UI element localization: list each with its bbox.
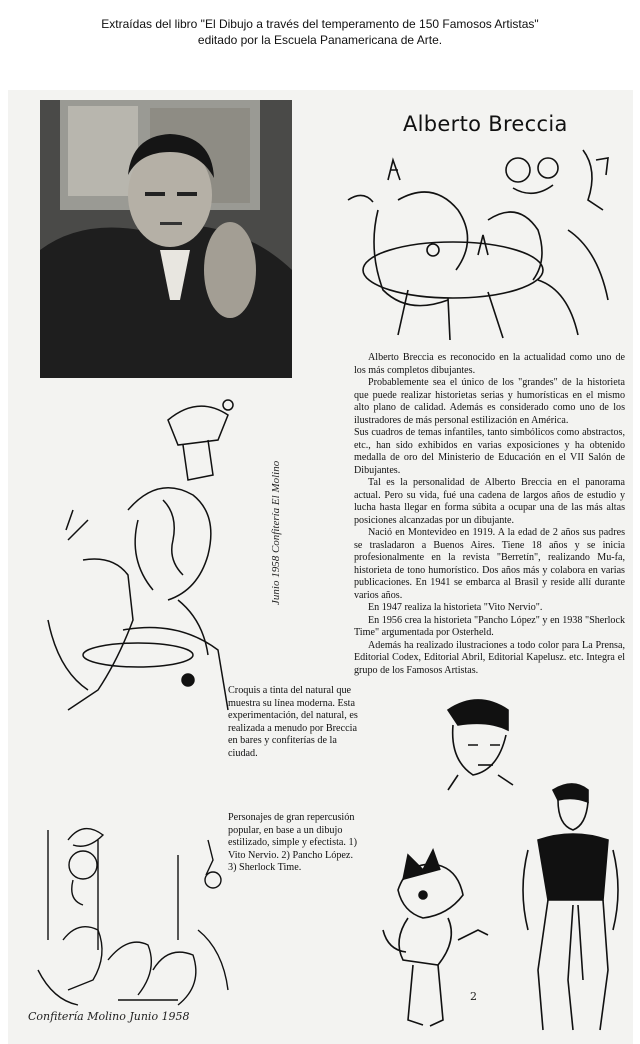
portrait-photo [40,100,292,378]
page-header [0,0,640,90]
bio-paragraph: En 1956 crea la historieta "Pancho López" y en 1938 "Sherlock Time" argumentada por Osterheld. [354,614,625,638]
bio-paragraph: Además ha realizado ilustraciones a todo color para La Prensa, Editorial Codex, Editorial Abril, Editorial Kapelusz. etc. Integra el grupo de los Famosos Artistas. [354,639,625,676]
bio-paragraph: Nació en Montevideo en 1919. A la edad de 2 años sus padres se trasladaron a Buenos Aires. Tiene 18 años y se inicia profesionalmente en la revista "Berretín", realizando Mu-fa, historieta de tono humorístico. Dos años más y colabora en varias publicaciones. En 1941 se embarca al Brasil y reside allí durante varios años. [354,527,625,601]
bio-paragraph: En 1947 realiza la historieta "Vito Nervio". [368,602,543,613]
bio-paragraph: Sus cuadros de temas infantiles, tanto simbólicos como abstractos, etc., han sido exhibidos en varias exposiciones y ha obtenido medalla de oro del Ministerio de Educación en el VII Salón de Dibujantes. [354,427,625,476]
book-page [8,90,633,1044]
bio-paragraph: Tal es la personalidad de Alberto Breccia en el panorama actual. Pero su vida, fué una cadena de largos años de estudio y lucha hasta llegar en forma súbita a ocupar una de las más altas posiciones alcanzadas por un dibujante. [354,477,625,526]
header-line-1: Extraídas del libro "El Dibujo a través del temperamento de 150 Famosos Artistas" [101,17,539,31]
caption-characters [228,812,360,875]
cafe-interior-sketch-icon [28,820,243,1010]
cafe-table-sketch-icon [338,140,633,340]
bio-paragraph: Alberto Breccia es reconocido en la actualidad como uno de los más completos dibujantes. [354,352,625,376]
bio-paragraph: Probablemente sea el único de los "grandes" de la historieta que puede realizar historietas serias y humorísticas en el mismo alto plano de calidad. Además es considerado como uno de los ilustradores de más personal estilización en América. [354,377,625,426]
header-line-2: editado por la Escuela Panamericana de Arte. [197,33,443,47]
caption-sketches-text: Croquis a tinta del natural que muestra su línea moderna. Esta experimentación, del natural, es realizada a menudo por Breccia en bares y confiterías de la ciudad. [228,685,358,759]
cafe-table-sketch [338,140,633,340]
comic-characters-drawing [378,690,628,1040]
bottom-signature: Confitería Molino Junio 1958 [28,1010,190,1023]
woman-smoking-sketch [28,390,248,720]
article-title: Alberto Breccia [403,112,568,136]
comic-characters-drawing-icon [378,690,628,1040]
figure-number: 2 [470,990,477,1003]
woman-smoking-sketch-icon [28,390,248,720]
biography-text [354,352,625,677]
vertical-signature: Junio 1958 Confitería El Molino [270,460,282,605]
cafe-interior-sketch [28,820,243,1010]
caption-characters-text: Personajes de gran repercusión popular, en base a un dibujo estilizado, simple y efectista. 1) Vito Nervio. 2) Pancho López. 3) Sherlock Time. [228,812,358,874]
caption-sketches [228,685,360,761]
portrait-photo-icon [40,100,292,378]
